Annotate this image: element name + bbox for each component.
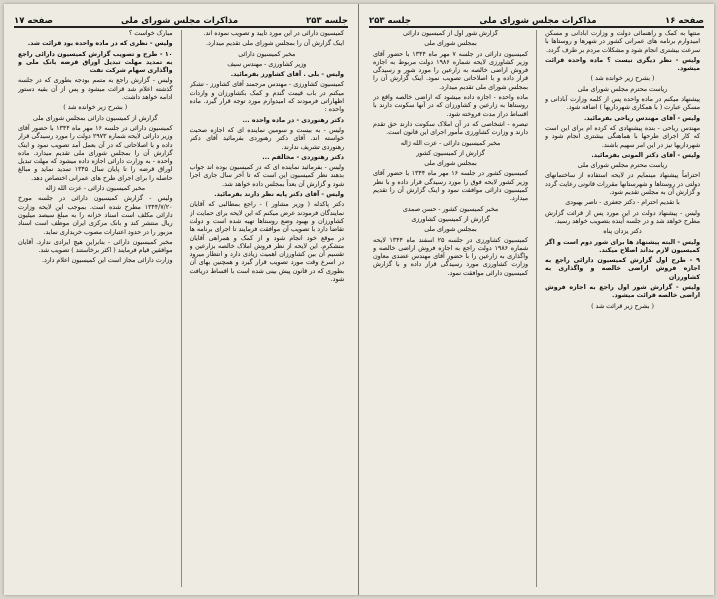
paragraph: ( بشرح زیر خوانده شد ): [590, 75, 655, 83]
left-page-right-column: [190, 30, 345, 587]
paragraph: ولیس - نظری که در ماده واحده بود قرائت شد.: [27, 40, 173, 48]
left-session: جلسه ۲۵۳: [306, 16, 348, 26]
right-page: [359, 4, 714, 595]
paragraph: کمیسیون کشاورزی در جلسه ۲۵ اسفند ماه ۱۳۴۴ لایحه شماره ۱۹۸۶ دولت راجع به اجازه فروش اراضی خالصه و واگذاری به زارعین را با حضور آقای مهندس عضدی معاون وزارت کشاورزی مورد رسیدگی قرار داده و با گزارش کمیسیون دارائی موافقت نمود.: [373, 236, 528, 277]
paragraph: تبصره - اشخاصی که در آن املاک سکونت دارند حق تقدم دارند و وزارت کشاورزی مأمور اجرای این قانون است.: [373, 120, 528, 137]
right-title: مذاکرات مجلس شورای ملی: [479, 16, 597, 26]
paragraph: مخبر کمیسیون دارائی - عزت الله ژاله: [400, 139, 501, 147]
column-divider: [181, 30, 182, 587]
paragraph: ۱۰ - طرح و تصویب گزارش کمیسیون دارائی راجع به تمدید مهلت تبدیل اوراق قرضه بانک ملی و واگذاری سهام شرکت نفت: [18, 50, 173, 75]
left-page-left-column: [18, 30, 173, 587]
paragraph: ( بشرح زیر قرائت شد ): [591, 302, 654, 310]
paragraph: ۹ - طرح اول گزارش کمیسیون دارائی راجع به اجازه فروش اراضی خالصه و واگذاری به کشاورزان: [545, 257, 700, 281]
paragraph: کمیسیون کشور در جلسه ۱۶ مهر ماه ۱۳۴۴ با حضور آقای وزیر کشور لایحه فوق را مورد رسیدگی قرار داده و با نظر کمیسیون دارائی موافقت نمود و اینک گزارش آن را تقدیم میدارد.: [373, 170, 528, 203]
right-page-number: صفحه ۱۶: [665, 16, 704, 26]
paragraph: مبارک خواست ؟: [128, 30, 173, 37]
paragraph: مهندس ریاحی - بنده پیشنهادی که کرده ام برای این است که کار اجرای طرحها با هماهنگی بیشتری انجام شود و شهرداریها نیز در این امر سهیم باشند.: [545, 124, 700, 149]
left-page-header: [14, 10, 348, 28]
paragraph: ولیس - گزارش شور اول راجع به اجازه فروش اراضی خالصه قرائت میشود.: [545, 284, 700, 300]
paragraph: دکتر یزدان پناه: [603, 228, 642, 236]
paragraph: ولیس - آقای مهندس ریاحی بفرمائید.: [584, 114, 700, 122]
right-page-right-column: [545, 30, 700, 587]
paragraph: ولیس - گزارش کمیسیون دارائی در جلسه مورخ ۱۳۴۴/۷/۲۰ مطرح شده است. بموجب این لایحه وزارت دارائی مکلف است اسناد خزانه را به مبلغ سیصد میلیون ریال منتشر کند و بانک مرکزی ایران موظف است اسناد مزبور را در حدود اعتبارات مصوب خریداری نماید.: [18, 195, 173, 236]
paragraph: پیشنهاد میکنم در ماده واحده پس از کلمه وزارت آبادانی و مسکن عبارت ( با همکاری شهرداریها ) اضافه شود.: [545, 96, 700, 112]
paragraph: کمیسیون دارائی در این مورد تأیید و تصویب نموده اند.: [203, 30, 344, 37]
paragraph: ولیس - البته پیشنهاد ها برای شور دوم است و اگر کمیسیون لازم بداند اصلاح میکند.: [545, 238, 700, 254]
paragraph: کمیسیون دارائی در جلسه ۱۶ مهر ماه ۱۳۴۴ با حضور آقای وزیر دارائی لایحه شماره ۲۹۷۳ دولت را مورد رسیدگی قرار داده و با اصلاحاتی که در آن بعمل آمد تصویب نمود و اینک گزارش آن را بمجلس شورای ملی تقدیم میدارد. ماده واحده - به وزارت دارائی اجازه داده میشود که مهلت تبدیل اوراق قرضه را تا پایان سال ۱۳۴۵ تمدید نماید و مبالغ حاصله را برای اجرای طرح های عمرانی اختصاص دهد.: [18, 124, 173, 182]
right-page-left-column: [373, 30, 528, 587]
left-page-columns: [18, 30, 344, 587]
left-page: [4, 4, 359, 595]
paragraph: ولیس - آقای دکتر الموتی بفرمائید.: [591, 151, 700, 159]
paragraph: بمجلس شورای ملی: [424, 160, 477, 168]
right-page-columns: [373, 30, 700, 587]
column-divider: [536, 30, 537, 587]
paragraph: ریاست محترم مجلس شورای ملی: [577, 162, 668, 170]
paragraph: منتها به کمک و راهنمائی دولت و وزارت آبادانی و مسکن امیدوارم برنامه های عمرانی کشور در شهرها و روستاها با سرعت بیشتری انجام شود و مشکلات مردم بر طرف گردد.: [545, 30, 700, 54]
paragraph: وزیر کشاورزی - مهندس سیف: [227, 60, 307, 68]
paragraph: مخبر کمیسیون دارائی - عزت الله ژاله: [45, 185, 146, 193]
paragraph: ولیس - گزارش راجع به متمم بودجه بطوری که در جلسه گذشته اعلام شد قرائت میشود و پس از آن بقیه دستور ادامه خواهد داشت.: [18, 77, 173, 102]
left-title: مذاکرات مجلس شورای ملی: [120, 16, 239, 26]
right-page-header: [369, 10, 704, 28]
paragraph: دکتر پاکدله ( وزیر مشاور ) - راجع بمطالبی که آقایان نمایندگان فرمودند عرض میکنم که این لایحه برای حمایت از کشاورزان و بهبود وضع روستاها تهیه شده است و دولت تقاضا دارد با تصویب آن موافقت فرمایند تا اجرای برنامه ها در موقع خود انجام شود و از کمک و همراهی آقایان متشکرم. این لایحه از نظر فروش املاک خالصه بزارعین و تقسیم آن بین کشاورزان اهمیت زیادی دارد و انتظار میرود در اسرع وقت مورد تصویب قرار گیرد و همچنین بهای آن بطوری که در قانون پیش بینی شده است با اقساط دریافت شود.: [189, 201, 344, 284]
paragraph: دکتر رهنوردی - در ماده واحده ...: [242, 116, 344, 124]
book-spread: [4, 4, 714, 595]
paragraph: ولیس - نظر دیگری نیست ؟ ماده واحده قرائت میشود.: [545, 56, 700, 73]
paragraph: ولیس - بلی . آقای کشاورز بفرمائید.: [230, 71, 344, 79]
paragraph: دکتر رهنوردی - مخالفم ...: [262, 153, 344, 161]
paragraph: گزارش شور اول از کمیسیون دارائی: [403, 30, 498, 37]
paragraph: با تقدیم احترام - دکتر جعفری - ناصر بهبودی: [565, 199, 680, 207]
paragraph: کمیسیون کشاورزی - مهندس مرجمند آقای کشاورز - تشکر میکنم در باب قیمت گندم و کمک بکشاورزان و واردات اظهاراتی فرمودند که امیدوارم مورد توجه قرار گیرد. ماده واحده :: [189, 81, 344, 114]
paragraph: ولیس - به بیست و سومین نماینده ای که اجازه صحبت خواسته اند. آقای دکتر رهنوردی بفرمائید آقای دکتر رهنوردی تشریف ندارند.: [189, 126, 344, 151]
paragraph: بمجلس شورای ملی: [424, 226, 477, 234]
paragraph: احتراماً پیشنهاد مینمایم در لایحه استفاده از ساختمانهای دولتی در روستاها و شهرستانها مقررات قانونی رعایت گردد و گزارش آن به مجلس تقدیم شود.: [545, 172, 700, 197]
paragraph: مخبر کمیسیون کشور - حسن صمدی: [402, 205, 499, 213]
paragraph: گزارش از کمیسیون دارائی بمجلس شورای ملی: [32, 114, 158, 122]
paragraph: بمجلس شورای ملی: [424, 40, 477, 48]
paragraph: ریاست محترم مجلس شورای ملی: [577, 85, 668, 93]
paragraph: اینک گزارش آن را بمجلس شورای ملی تقدیم میدارد.: [205, 40, 344, 48]
paragraph: مخبر کمیسیون دارائی: [238, 50, 296, 58]
paragraph: ولیس - پیشنهاد دولت در این مورد پس از قرائت گزارش مطرح خواهد شد و در جلسه آینده بتصویب خواهد رسید.: [545, 209, 700, 225]
paragraph: ( بشرح زیر خوانده شد ): [63, 104, 128, 112]
paragraph: گزارش از کمیسیون کشور: [416, 149, 485, 157]
paragraph: ولیس - بفرمائید نماینده ای که در کمیسیون بوده اند جواب بدهند نظر کمیسیون این است که تا آخر سال جاری اجرا شود و گزارش آن بعداً بمجلس داده خواهد شد.: [189, 164, 344, 188]
right-session: جلسه ۲۵۳: [369, 16, 411, 26]
paragraph: ولیس - آقای دکتر پایه نظر دارند بفرمائید.: [214, 191, 344, 199]
paragraph: کمیسیون دارائی در جلسه ۷ مهر ماه ۱۳۴۴ با حضور آقای وزیر کشاورزی لایحه شماره ۱۹۸۶ دولت مربوط به اجازه فروش اراضی خالصه به زارعین را مورد شور و رسیدگی قرار داده و با اصلاحاتی تصویب نمود. اینک گزارش آن را بمجلس شورای ملی تقدیم میدارد.: [373, 50, 528, 91]
paragraph: وزارت دارائی مجاز است این کمیسیون اعلام دارد.: [41, 257, 173, 265]
paragraph: ماده واحده - اجازه داده میشود که اراضی خالصه واقع در روستاها به زارعین و کشاورزان که در آنها سکونت دارند با اقساط دراز مدت فروخته شود.: [373, 94, 528, 118]
paragraph: مخبر کمیسیون دارائی - بنابراین هیچ ایرادی ندارد. آقایان موافقین قیام فرمایند ( اکثر برخاستند ) تصویب شد.: [18, 238, 173, 255]
left-page-number: صفحه ۱۷: [14, 16, 53, 26]
paragraph: گزارش از کمیسیون کشاورزی: [411, 215, 490, 223]
